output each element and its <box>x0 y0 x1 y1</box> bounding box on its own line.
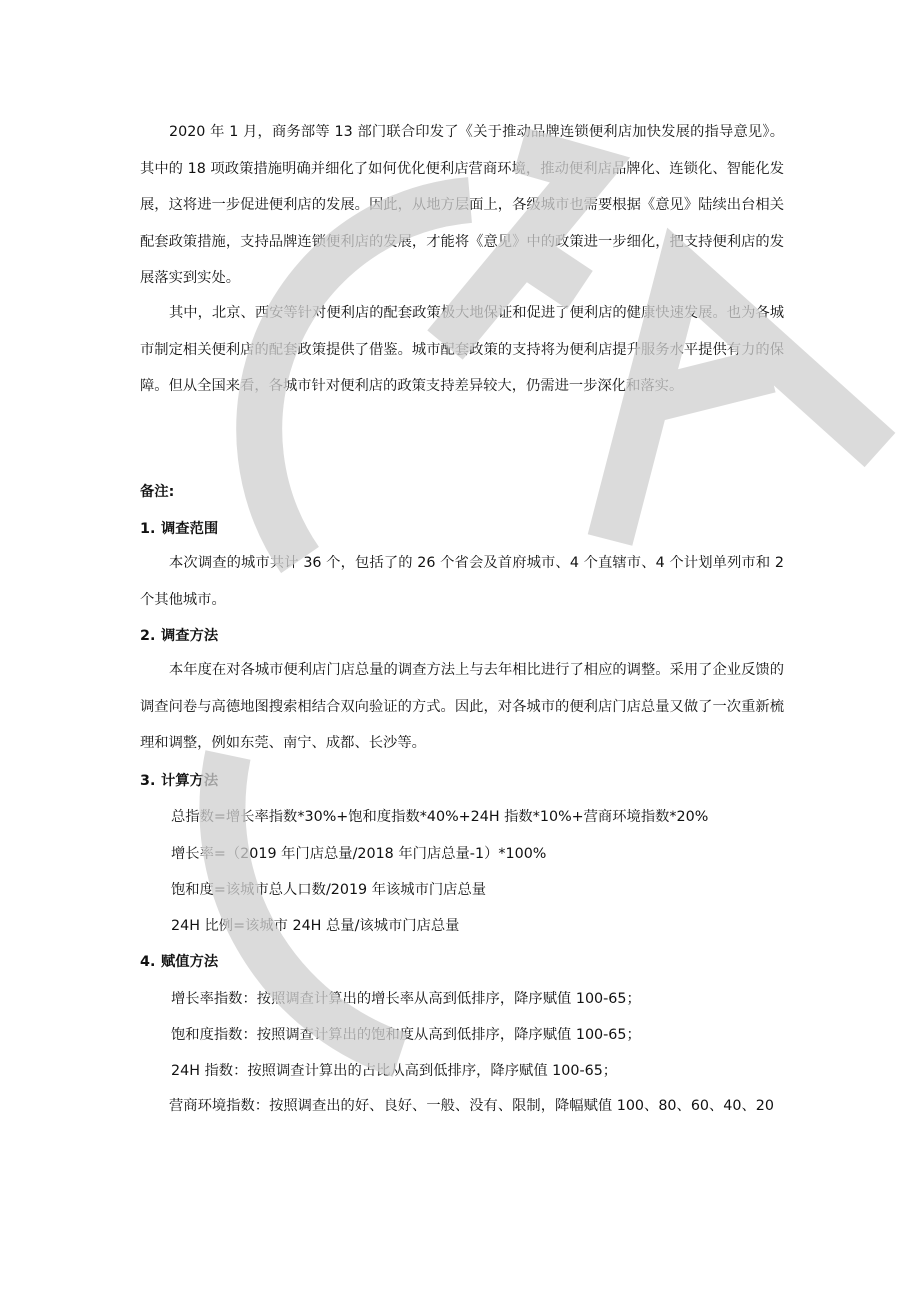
section-2-heading <box>140 626 218 646</box>
section-3-number: 3. <box>140 773 156 789</box>
section-2-title: 调查方法 <box>161 628 219 644</box>
notes-label: 备注: <box>140 484 175 500</box>
rule-saturation-index: 饱和度指数：按照调查计算出的饱和度从高到低排序，降序赋值 100-65； <box>171 1027 641 1043</box>
intro-paragraph-1: 2020 年 1 月，商务部等 13 部门联合印发了《关于推动品牌连锁便利店加快发展的指导意见》。其中的 18 项政策措施明确并细化了如何优化便利店营商环境，推动便利店品牌化、连锁化、智能化发展，这将进一步促进便利店的发展。因此，从地方层面上，各级城市也需要根据《意见》陆续出台相关配套政策措施，支持品牌连锁便利店的发展，才能将《意见》中的政策进一步细化，把支持便利店的发展落实到实处。 <box>140 124 784 286</box>
section-1-number: 1. <box>140 521 156 537</box>
rule-24h-index: 24H 指数：按照调查计算出的占比从高到低排序，降序赋值 100-65； <box>171 1063 618 1079</box>
section-2-number: 2. <box>140 628 156 644</box>
formula-saturation: 饱和度=该城市总人口数/2019 年该城市门店总量 <box>171 882 487 898</box>
intro-paragraph-2: 其中，北京、西安等针对便利店的配套政策极大地保证和促进了便利店的健康快速发展。也为各城市制定相关便利店的配套政策提供了借鉴。城市配套政策的支持将为便利店提升服务水平提供有力的保障。但从全国来看，各城市针对便利店的政策支持差异较大，仍需进一步深化和落实。 <box>140 305 784 394</box>
section-3-title: 计算方法 <box>161 773 219 789</box>
rule-growth-index: 增长率指数：按照调查计算出的增长率从高到低排序，降序赋值 100-65； <box>171 991 641 1007</box>
section-4-heading <box>140 952 218 972</box>
section-1-heading <box>140 519 218 539</box>
section-3-heading <box>140 771 218 791</box>
section-1-body: 本次调查的城市共计 36 个，包括了的 26 个省会及首府城市、4 个直辖市、4 个计划单列市和 2 个其他城市。 <box>140 555 784 608</box>
rule-business-environment: 营商环境指数：按照调查出的好、良好、一般、没有、限制，降幅赋值 100、80、60、40、20 <box>169 1098 774 1114</box>
formula-24h-ratio: 24H 比例=该城市 24H 总量/该城市门店总量 <box>171 918 460 934</box>
section-1-title: 调查范围 <box>161 521 219 537</box>
formula-total-index: 总指数=增长率指数*30%+饱和度指数*40%+24H 指数*10%+营商环境指数*20% <box>171 809 709 825</box>
section-2-body: 本年度在对各城市便利店门店总量的调查方法上与去年相比进行了相应的调整。采用了企业反馈的调查问卷与高德地图搜索相结合双向验证的方式。因此，对各城市的便利店门店总量又做了一次重新梳理和调整，例如东莞、南宁、成都、长沙等。 <box>140 662 784 751</box>
formula-growth-rate: 增长率=（2019 年门店总量/2018 年门店总量-1）*100% <box>171 846 547 862</box>
section-4-title: 赋值方法 <box>161 954 219 970</box>
section-4-number: 4. <box>140 954 156 970</box>
